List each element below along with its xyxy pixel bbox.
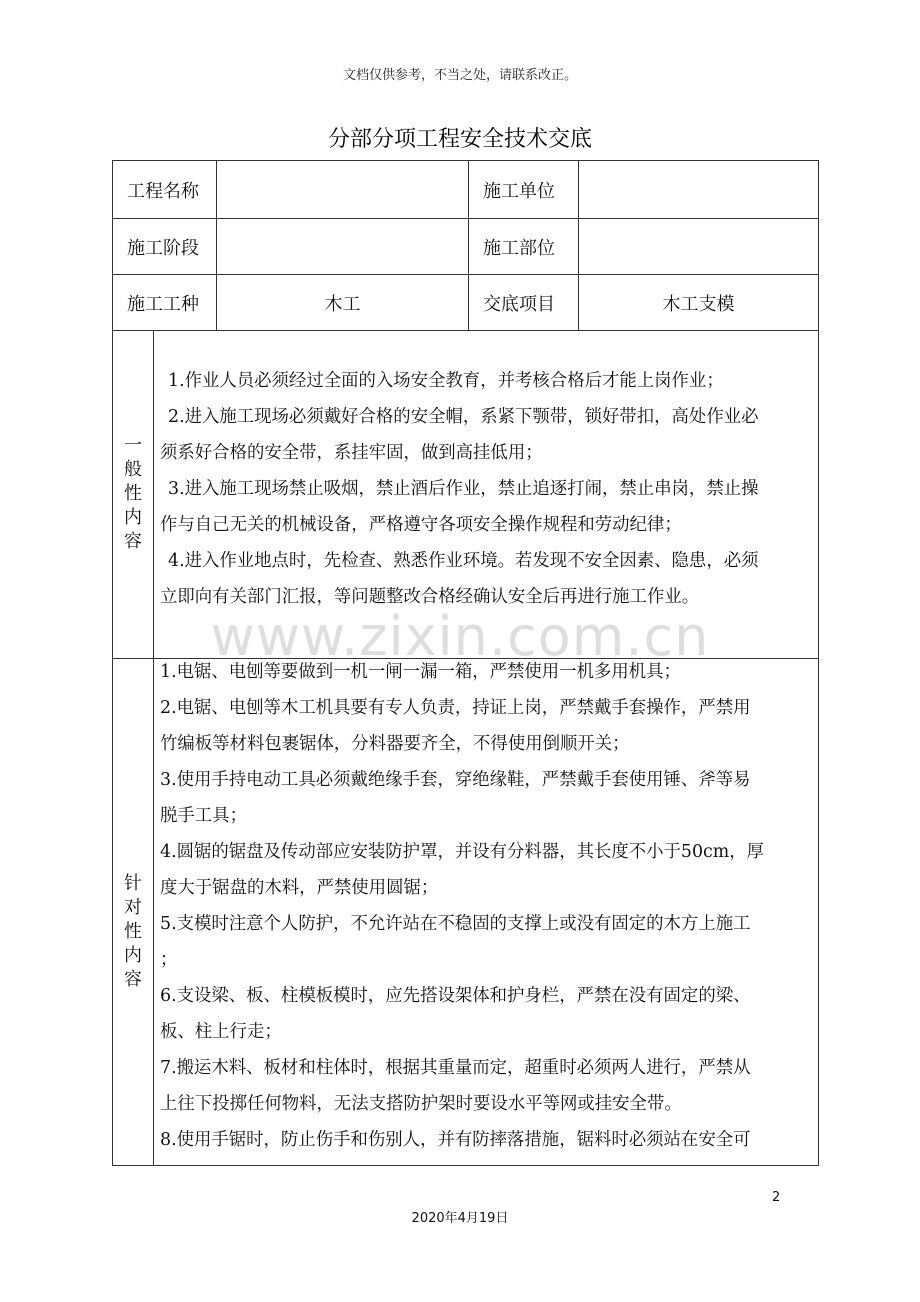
general-content-line: 4.进入作业地点时，先检查、熟悉作业环境。若发现不安全因素、隐患，必须 — [168, 551, 759, 571]
general-content-line: 1.作业人员必须经过全面的入场安全教育，并考核合格后才能上岗作业； — [168, 371, 724, 391]
specific-content-line: 4.圆锯的锯盘及传动部应安装防护罩，并设有分料器，其长度不小于50cm，厚 — [160, 842, 765, 862]
disclosure-item-label: 交底项目 — [468, 274, 579, 331]
specific-content-line: 5.支模时注意个人防护，不允许站在不稳固的支撑上或没有固定的木方上施工 — [160, 914, 751, 934]
disclosure-item-value: 木工支模 — [578, 274, 819, 331]
general-label-char: 性 — [124, 483, 142, 504]
footer-date: 2020年4月19日 — [411, 1211, 509, 1226]
construction-unit-label: 施工单位 — [468, 160, 579, 219]
project-name-value — [216, 160, 469, 219]
work-type-value: 木工 — [216, 274, 469, 331]
general-content-line: 作与自己无关的机械设备，严格遵守各项安全操作规程和劳动纪律； — [160, 515, 682, 535]
general-content-line: 3.进入施工现场禁止吸烟，禁止酒后作业，禁止追逐打闹，禁止串岗，禁止操 — [168, 479, 759, 499]
general-label-char: 内 — [124, 507, 142, 528]
specific-content-line: 6.支设梁、板、柱模板模时，应先搭设架体和护身栏，严禁在没有固定的梁、 — [160, 986, 751, 1006]
work-type-label: 施工工种 — [112, 274, 217, 331]
specific-content-line: 上往下投掷任何物料，无法支搭防护架时要设水平等网或挂安全带。 — [160, 1094, 682, 1114]
construction-stage-value — [216, 218, 469, 275]
general-content-line: 立即向有关部门汇报，等问题整改合格经确认安全后再进行施工作业。 — [160, 587, 700, 607]
specific-label-char: 针 — [124, 873, 142, 894]
general-label-char: 容 — [124, 531, 142, 552]
specific-content-line: 竹编板等材料包裹锯体，分料器要齐全，不得使用倒顺开关； — [160, 734, 630, 754]
specific-content-line: 7.搬运木料、板材和柱体时，根据其重量而定，超重时必须两人进行，严禁从 — [160, 1058, 751, 1078]
specific-content-line: ； — [160, 950, 178, 970]
general-content-line: 2.进入施工现场必须戴好合格的安全帽，系紧下颚带，锁好带扣，高处作业必 — [168, 407, 759, 427]
specific-content-line: 1.电锯、电刨等要做到一机一闸一漏一箱，严禁使用一机多用机具； — [160, 662, 681, 682]
specific-content-line: 2.电锯、电刨等木工机具要有专人负责，持证上岗，严禁戴手套操作，严禁用 — [160, 698, 751, 718]
watermark: www.zixin.com.cn — [210, 605, 710, 668]
specific-content-line: 脱手工具； — [160, 806, 247, 826]
page-number: 2 — [772, 1190, 781, 1205]
construction-part-label: 施工部位 — [468, 218, 579, 275]
specific-content-line: 8.使用手锯时，防止伤手和伤别人，并有防摔落措施，锯料时必须站在安全可 — [160, 1130, 751, 1150]
header-note: 文档仅供参考，不当之处，请联系改正。 — [342, 68, 577, 83]
general-section-label — [113, 434, 153, 554]
general-label-char: 般 — [124, 459, 142, 480]
project-name-label: 工程名称 — [112, 160, 217, 219]
construction-unit-value — [578, 160, 819, 219]
specific-section-label — [113, 872, 153, 992]
general-content-line: 须系好合格的安全带，系挂牢固，做到高挂低用； — [160, 443, 543, 463]
construction-stage-label: 施工阶段 — [112, 218, 217, 275]
specific-label-char: 内 — [124, 945, 142, 966]
specific-label-char: 容 — [124, 969, 142, 990]
construction-part-value — [578, 218, 819, 275]
specific-label-char: 对 — [124, 897, 142, 918]
specific-content-line: 板、柱上行走； — [160, 1022, 282, 1042]
specific-content-line: 度大于锯盘的木料，严禁使用圆锯； — [160, 878, 439, 898]
specific-label-char: 性 — [124, 921, 142, 942]
general-label-char: 一 — [124, 435, 142, 456]
specific-content-line: 3.使用手持电动工具必须戴绝缘手套，穿绝缘鞋，严禁戴手套使用锤、斧等易 — [160, 770, 751, 790]
document-title: 分部分项工程安全技术交底 — [327, 127, 592, 152]
